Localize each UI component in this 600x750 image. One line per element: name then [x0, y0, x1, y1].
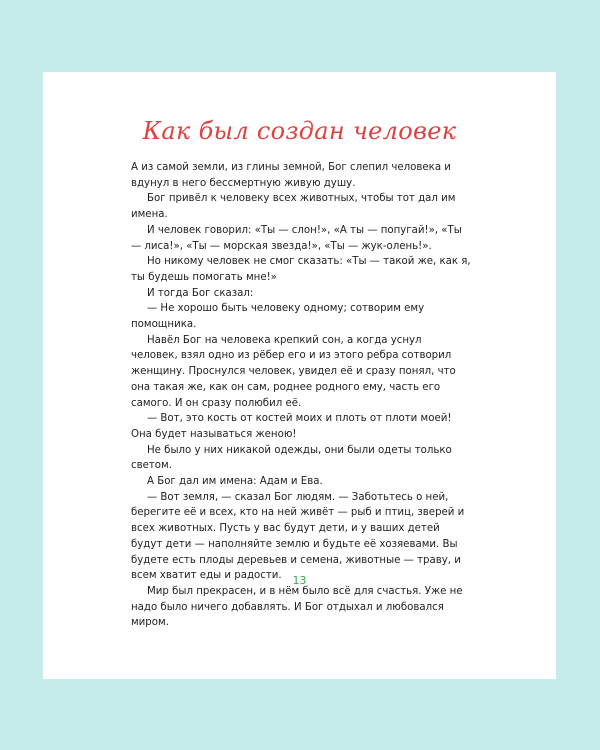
paragraph-2: Бог привёл к человеку всех животных, чтобы тот дал им имена.	[131, 193, 456, 221]
paragraph-4: Но никому человек не смог сказать: «Ты — такой же, как я, ты будешь помогать мне!»	[131, 256, 471, 283]
paragraph-1: А из самой земли, из глины земной, Бог слепил человека и вдунул в него бессмертную живую душу.	[131, 162, 451, 189]
chapter-text	[131, 160, 471, 631]
paragraph-11: — Вот земля, — сказал Бог людям. — Заботьтесь о ней, берегите её и всех, кто на ней живёт — рыб и птиц, зверей и всех животных. Пусть у вас будут дети, и у ваших детей будут дети — наполняйте землю и будьте её хозяевами. Вы будете есть плоды деревьев и семена, животные — траву, и всем хватит еды и радости.	[131, 491, 465, 582]
page-number: 13	[292, 574, 307, 587]
paragraph-10: А Бог дал им имена: Адам и Ева.	[147, 476, 323, 488]
paragraph-9: Не было у них никакой одежды, они были одеты только светом.	[131, 444, 452, 472]
paragraph-6: — Не хорошо быть человеку одному; сотворим ему помощника.	[131, 303, 425, 331]
paragraph-7: Навёл Бог на человека крепкий сон, а когда уснул человек, взял одно из рёбер его и из этого ребра сотворил женщину. Проснулся человек, увидел её и сразу понял, что она такая же, как он сам, роднее родного ему, часть его самого. И он сразу полюбил её.	[131, 334, 456, 409]
paragraph-8: — Вот, это кость от костей моих и плоть от плоти моей! Она будет называться женою!	[131, 413, 452, 440]
paragraph-12: Мир был прекрасен, и в нём было всё для счастья. Уже не надо было ничего добавлять. И Бог отдыхал и любовался миром.	[131, 585, 463, 629]
paragraph-5: И тогда Бог сказал:	[147, 287, 254, 299]
chapter-title: Как был создан человек	[142, 117, 457, 145]
paragraph-3: И человек говорил: «Ты — слон!», «А ты — попугай!», «Ты — лиса!», «Ты — морская звезда!», «Ты — жук-олень!».	[131, 224, 462, 252]
book-page	[43, 72, 556, 679]
